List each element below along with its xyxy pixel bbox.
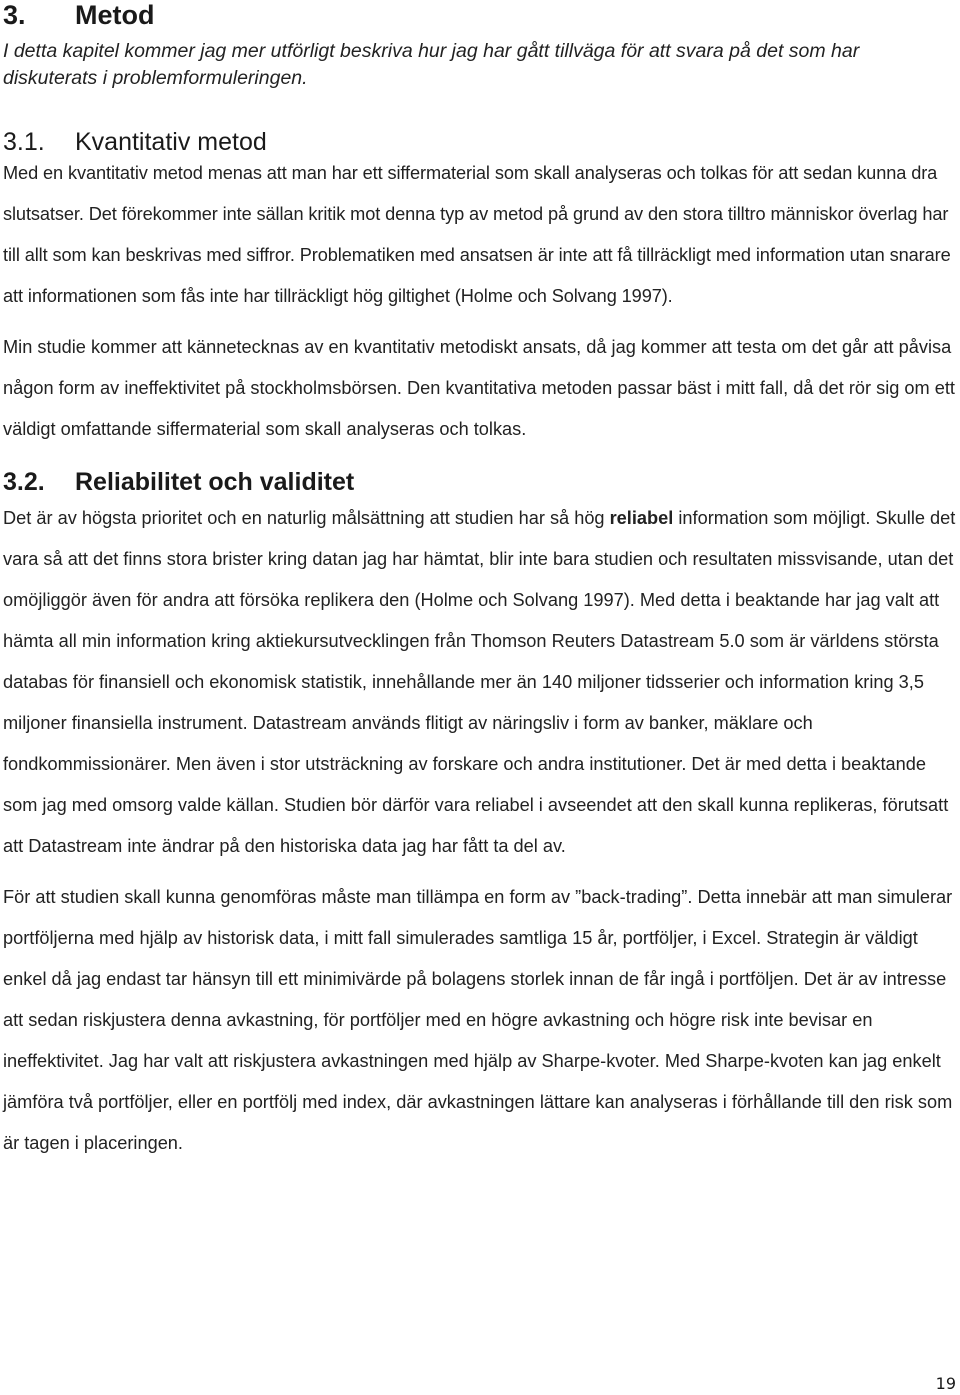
quantitative-paragraph-1-sans: Med en kvantitativ metod menas att man har ett siffermaterial som skall analyseras och tolkas för att sedan kunna dra slutsatser. xyxy=(3,163,938,224)
subsection-title-1: Kvantitativ metod xyxy=(75,128,267,156)
reliability-paragraph-2: För att studien skall kunna genomföras måste man tillämpa en form av ”back-trading”. Detta innebär att man simulerar portföljerna med hjälp av historisk data, i mitt fall simulerades samtliga 15 år, portföljer, i Excel. Strategin är väldigt enkel då jag endast tar hänsyn till ett minimivärde på bolagens storlek innan de får ingå i portföljen. Det är av intresse att sedan riskjustera denna avkastning, för portföljer med en högre avkastning och högre risk inte bevisar en ineffektivitet. Jag har valt att riskjustera avkastningen med hjälp av Sharpe-kvoter. Med Sharpe-kvoten kan jag enkelt jämföra två portföljer, eller en portfölj med index, där avkastningen lättare kan analyseras i förhållande till den risk som är tagen i placeringen. xyxy=(3,887,953,1153)
subsection-title-2: Reliabilitet och validitet xyxy=(75,468,355,496)
quantitative-paragraph-1-sans-2: Det förekommer inte sällan kritik mot denna typ av metod på grund av den stora tilltro människor överlag har till allt som kan beskrivas med siffror. xyxy=(3,204,949,265)
reliabel-bold-term: reliabel xyxy=(609,508,674,528)
section-intro: I detta kapitel kommer jag mer utförligt beskriva hur jag har gått tillväga för att svara på det som har diskuterats i problemformuleringen. xyxy=(3,40,860,89)
section-title: Metod xyxy=(75,0,155,30)
quantitative-paragraph-1-sans-3: Problematiken med ansatsen är inte att få tillräckligt med information utan snarare att informationen som fås inte har tillräckligt hög giltighet (Holme och Solvang 1997). xyxy=(3,245,951,306)
section-number: 3. xyxy=(3,0,26,30)
quantitative-paragraph-2: Min studie kommer att kännetecknas av en kvantitativ metodiskt ansats, då jag kommer att testa om det går att påvisa någon form av ineffektivitet på stockholmsbörsen. Den kvantitativa metoden passar bäst i mitt fall, då det rör sig om ett väldigt omfattande siffermaterial som skall analyseras och tolkas. xyxy=(3,337,955,439)
reliability-paragraph-1-before: Det är av högsta prioritet och en naturlig målsättning att studien har så hög xyxy=(3,508,610,528)
reliability-paragraph-1-after: information som möjligt. Skulle det vara så att det finns stora brister kring datan jag har hämtat, blir inte bara studien och resultaten missvisande, utan det omöjliggör även för andra att försöka replikera den (Holme och Solvang 1997). Med detta i beaktande har jag valt att hämta all min information kring aktiekursutvecklingen från Thomson Reuters Datastream 5.0 som är världens största databas för finansiell och ekonomisk statistik, innehållande mer än 140 miljoner tidsserier och information kring 3,5 miljoner finansiella instrument. Datastream används flitigt av näringsliv i form av banker, mäklare och fondkommissionärer. Men även i stor utsträckning av forskare och andra institutioner. Det är med detta i beaktande som jag med omsorg valde källan. Studien bör därför vara reliabel i avseendet att den skall kunna replikeras, förutsatt att Datastream inte ändrar på den historiska data jag har fått ta del av. xyxy=(3,508,956,856)
quantitative-paragraph-1 xyxy=(3,153,958,317)
section-heading xyxy=(3,0,958,30)
subsection-heading-2 xyxy=(3,467,958,497)
subsection-number-1: 3.1. xyxy=(3,128,45,156)
reliability-paragraph-1 xyxy=(3,498,958,867)
page-number: 19 xyxy=(935,1374,956,1393)
subsection-number-2: 3.2. xyxy=(3,468,45,496)
document-page xyxy=(3,0,958,1164)
